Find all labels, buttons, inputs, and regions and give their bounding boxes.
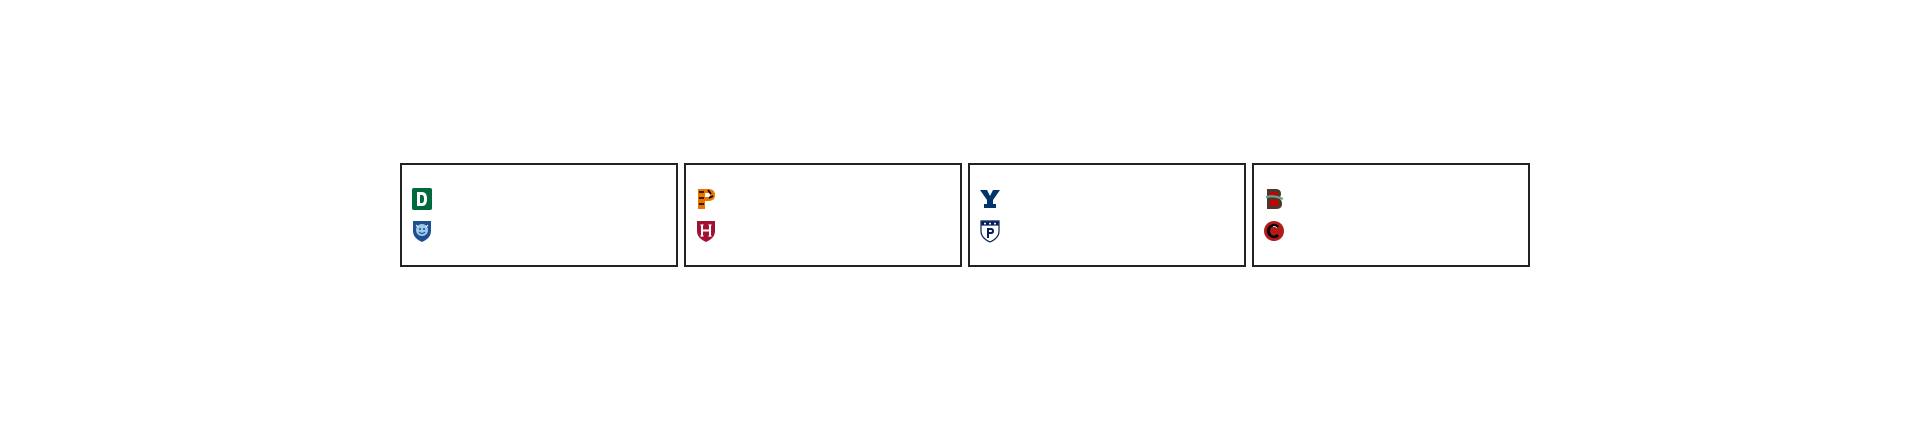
brown-logo-icon[interactable] (1262, 187, 1286, 211)
matchup-card-4[interactable] (1252, 163, 1530, 267)
princeton-logo-icon[interactable] (694, 187, 718, 211)
penn-logo-icon[interactable] (978, 219, 1002, 243)
harvard-logo-icon[interactable] (694, 219, 718, 243)
matchup-card-3[interactable] (968, 163, 1246, 267)
cornell-logo-icon[interactable] (1262, 219, 1286, 243)
matchup-card-1[interactable] (400, 163, 678, 267)
columbia-logo-icon[interactable] (410, 219, 434, 243)
dartmouth-logo-icon[interactable] (410, 187, 434, 211)
yale-logo-icon[interactable] (978, 187, 1002, 211)
matchup-card-2[interactable] (684, 163, 962, 267)
matchup-row (400, 163, 1530, 267)
